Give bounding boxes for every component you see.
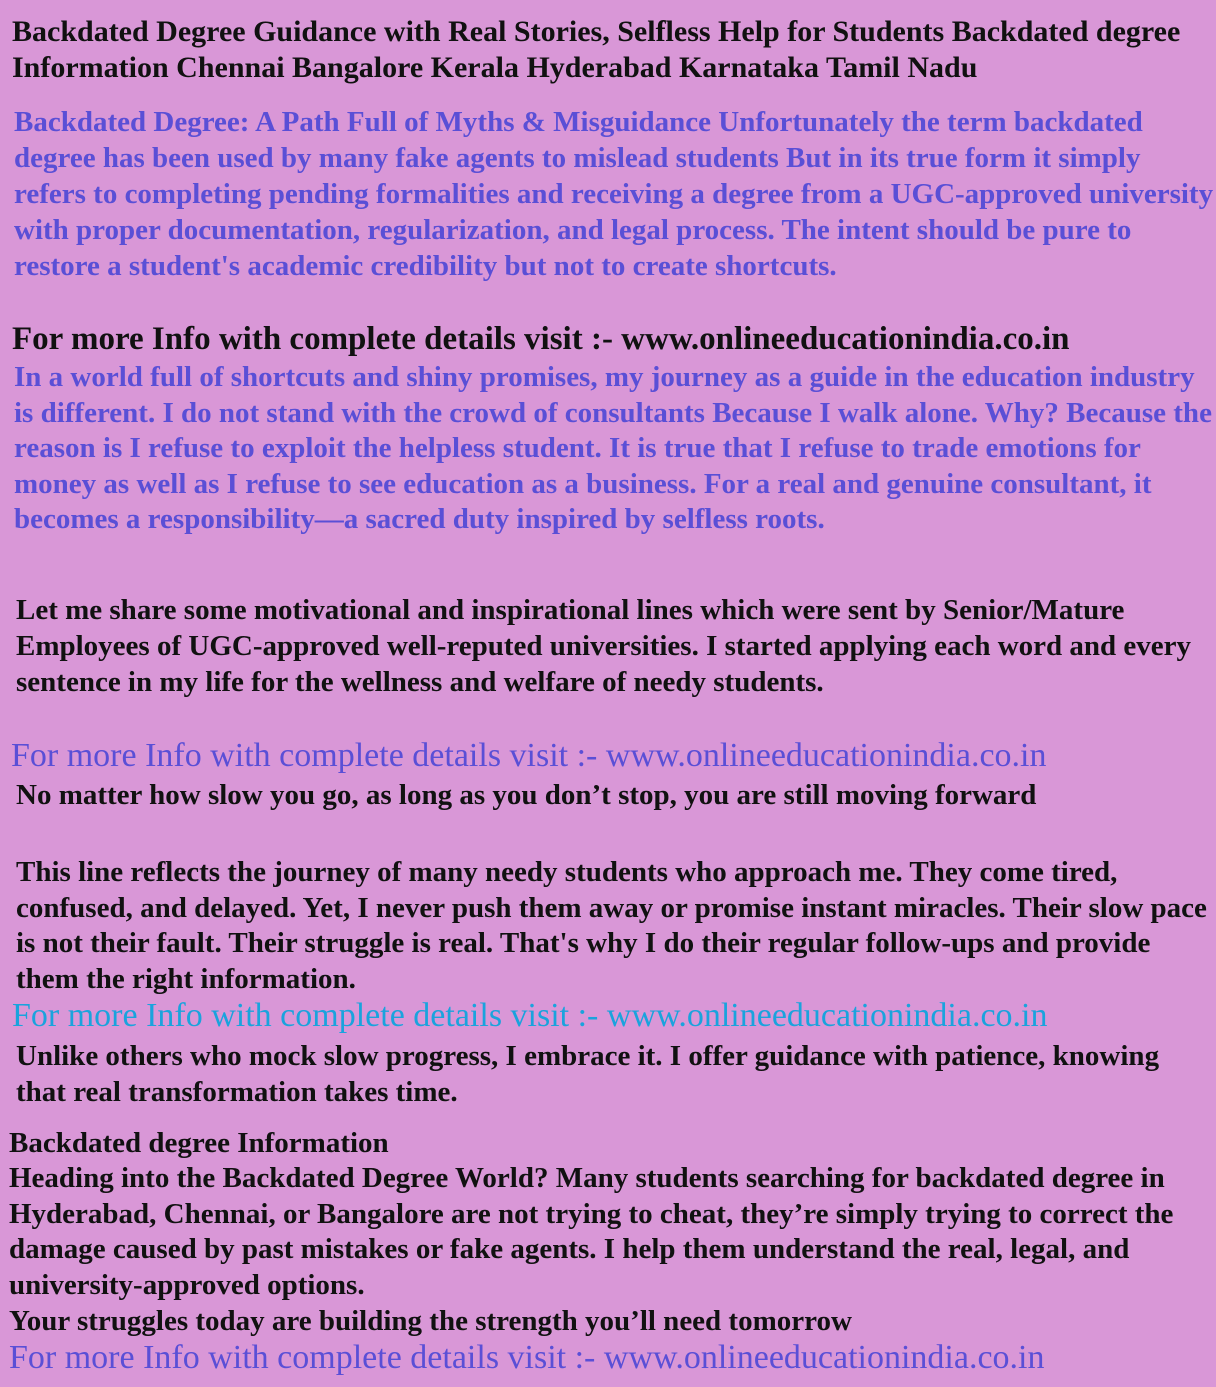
quote-1: No matter how slow you go, as long as you don’t stop, you are still moving forward: [16, 779, 1037, 811]
page-title: Backdated Degree Guidance with Real Stories, Selfless Help for Students Backdated degree Information Chennai Bangalore Kerala Hyderabad Karnataka Tamil Nadu: [12, 15, 1181, 84]
journey-paragraph: In a world full of shortcuts and shiny promises, my journey as a guide in the education industry is different. I do not stand with the crowd of consultants Because I walk alone. Why? Because the reason is I refuse to exploit the helpless student. It is true that I refuse to trade emotions for money as well as I refuse to see education as a business. For a real and genuine consultant, it becomes a responsibility—a sacred duty inspired by selfless roots.: [14, 361, 1212, 535]
reflect-paragraph: This line reflects the journey of many needy students who approach me. They come tired, confused, and delayed. Yet, I never push them away or promise instant miracles. Their slow pace is not their fault. Their struggle is real. That's why I do their regular follow-ups and provide them the right information.: [16, 856, 1207, 995]
info-link-2: For more Info with complete details visit :- www.onlineeducationindia.co.in: [11, 737, 1047, 774]
unlike-paragraph: Unlike others who mock slow progress, I embrace it. I offer guidance with patience, knowing that real transformation takes time.: [16, 1040, 1160, 1108]
heading-paragraph: Heading into the Backdated Degree World? Many students searching for backdated degree in Hyderabad, Chennai, or Bangalore are not trying to cheat, they’re simply trying to correct the damage caused by past mistakes or fake agents. I help them understand the real, legal, and university-approved options.: [9, 1162, 1174, 1301]
quote-2: Your struggles today are building the strength you’ll need tomorrow: [9, 1305, 852, 1337]
intro-paragraph: Backdated Degree: A Path Full of Myths & Misguidance Unfortunately the term backdated degree has been used by many fake agents to mislead students But in its true form it simply refers to completing pending formalities and receiving a degree from a UGC-approved university with proper documentation, regularization, and legal process. The intent should be pure to restore a student's academic credibility but not to create shortcuts.: [14, 106, 1214, 282]
section-heading: Backdated degree Information: [9, 1127, 389, 1159]
info-link-1: For more Info with complete details visit :- www.onlineeducationindia.co.in: [12, 321, 1070, 357]
share-paragraph: Let me share some motivational and inspirational lines which were sent by Senior/Mature Employees of UGC-approved well-reputed universities. I started applying each word and every sentence in my life for the wellness and welfare of needy students.: [16, 594, 1192, 698]
info-link-3: For more Info with complete details visit :- www.onlineeducationindia.co.in: [12, 997, 1048, 1034]
info-link-4: For more Info with complete details visit :- www.onlineeducationindia.co.in: [9, 1339, 1045, 1376]
